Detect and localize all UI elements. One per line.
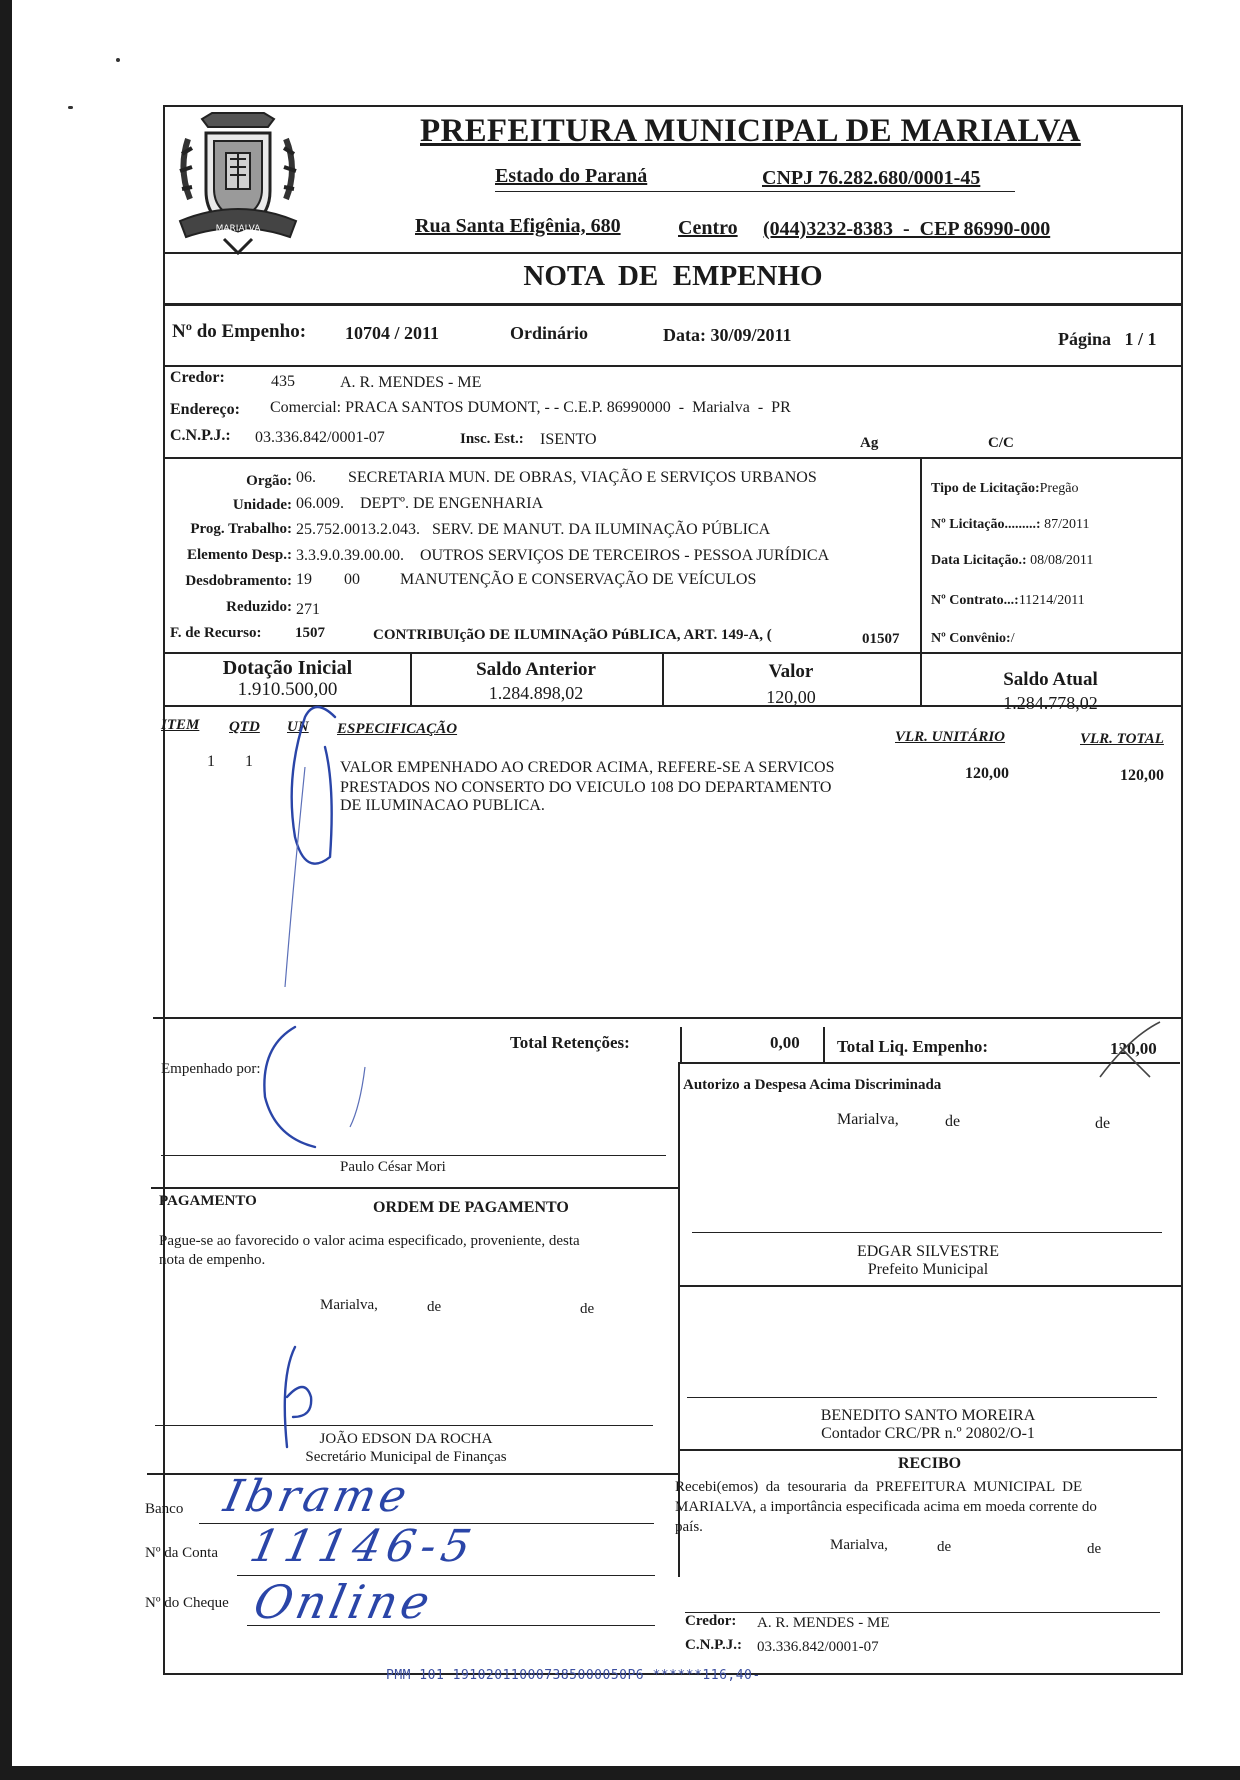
pagamento-text-1: Pague-se ao favorecido o valor acima especificado, proveniente, desta: [159, 1233, 580, 1249]
autorizo-de-1: de: [945, 1113, 961, 1130]
licitacao-type-label: [931, 481, 1079, 497]
prog-value: 25.752.0013.2.043. SERV. DE MANUT. DA ILUMINAÇÃO PÚBLICA: [296, 521, 771, 538]
unidade-label: Unidade:: [232, 497, 292, 513]
licitacao-number-label: [931, 517, 1089, 533]
convenio-label-text: Nº Convênio:: [931, 631, 1011, 646]
contrato-label-text: Nº Contrato...:: [931, 593, 1019, 608]
ie-label: Insc. Est.:: [460, 431, 524, 447]
saldo-atual-label: Saldo Atual: [1003, 669, 1098, 690]
ordem-pagamento-label: ORDEM DE PAGAMENTO: [373, 1199, 569, 1216]
credor-address: Comercial: PRACA SANTOS DUMONT, - - C.E.P. 86990000 - Marialva - PR: [270, 399, 791, 416]
banco-label: Banco: [145, 1501, 184, 1517]
unidade-value: 06.009. DEPTº. DE ENGENHARIA: [296, 495, 544, 512]
recurso-code: 1507: [295, 625, 325, 641]
recibo-text-1: Recebi(emos) da tesouraria da PREFEITURA MUNICIPAL DE: [675, 1479, 1083, 1495]
recibo-text-3: país.: [675, 1519, 703, 1535]
credor-name: A. R. MENDES - ME: [340, 374, 482, 391]
saldo-anterior-label: Saldo Anterior: [476, 659, 596, 680]
cc-label: C/C: [988, 435, 1014, 451]
col-unit-price-header: VLR. UNITÁRIO: [895, 729, 1006, 745]
total-check-mark: [1090, 1017, 1170, 1087]
reduzido-label: Reduzido:: [226, 599, 292, 615]
recibo-text-2: MARIALVA, a importância especificada acima em moeda corrente do: [675, 1499, 1097, 1515]
mayor-title: Prefeito Municipal: [867, 1261, 989, 1278]
licitacao-number-value: 87/2011: [1044, 517, 1090, 532]
contrato-label: [931, 593, 1085, 609]
svg-text:MARIALVA: MARIALVA: [215, 224, 261, 234]
divider: [165, 252, 1181, 254]
secretary-name: JOÃO EDSON DA ROCHA: [319, 1431, 493, 1447]
footer-code: PMM 101 191020110007385000050P6 ******116,40-: [386, 1668, 761, 1683]
totals-divider: [680, 1027, 682, 1062]
licitacao-date-value: 08/08/2011: [1030, 553, 1094, 568]
recurso-label: F. de Recurso:: [170, 625, 262, 641]
saldo-atual-value: 1.284.778,02: [1003, 693, 1098, 713]
budget-divider: [920, 457, 922, 652]
pagamento-de-1: de: [427, 1299, 442, 1315]
recibo-de-1: de: [937, 1539, 952, 1555]
accountant-title: Contador CRC/PR n.º 20802/O-1: [821, 1425, 1035, 1442]
recibo-place: Marialva,: [830, 1537, 888, 1553]
empenho-date: Data: 30/09/2011: [663, 325, 792, 345]
scan-speck: [68, 106, 73, 109]
conta-handwritten: 11146-5: [245, 1521, 482, 1572]
dotacao-label: Dotação Inicial: [222, 657, 353, 679]
convenio-label: [931, 631, 1015, 647]
totals-divider: [823, 1027, 825, 1062]
empenho-number: 10704 / 2011: [345, 323, 440, 343]
col-total-header: VLR. TOTAL: [1080, 731, 1164, 747]
signature-joao-mark: [275, 1337, 335, 1457]
divider: [165, 303, 1181, 306]
empenho-type: Ordinário: [510, 323, 589, 343]
pagamento-text-2: nota de empenho.: [159, 1252, 266, 1268]
scan-left-edge: [0, 0, 12, 1780]
recurso-number: 01507: [862, 631, 900, 647]
empenho-number-label: Nº do Empenho:: [172, 321, 307, 342]
pagamento-label: PAGAMENTO: [159, 1193, 257, 1209]
recibo-credor-name: A. R. MENDES - ME: [757, 1615, 890, 1631]
empenho-page: Página 1 / 1: [1058, 329, 1157, 349]
saldo-anterior-value: 1.284.898,02: [488, 683, 584, 703]
item-total: 120,00: [1120, 767, 1164, 784]
licitacao-type-value: Pregão: [1039, 481, 1079, 496]
licitacao-number-label-text: Nº Licitação.........:: [931, 517, 1041, 532]
scan-bottom-edge: [0, 1766, 1240, 1780]
header-phone-cep: (044)3232-8383 - CEP 86990-000: [763, 218, 1051, 240]
accountant-name: BENEDITO SANTO MOREIRA: [820, 1407, 1036, 1424]
pagamento-place: Marialva,: [320, 1297, 378, 1313]
desdobramento-value: 19 00 MANUTENÇÃO E CONSERVAÇÃO DE VEÍCULOS: [296, 571, 757, 588]
retencoes-value: 0,00: [770, 1033, 800, 1052]
col-spec-header: ESPECIFICAÇÃO: [337, 721, 458, 737]
ie-value: ISENTO: [540, 431, 597, 448]
retencoes-label: Total Retenções:: [510, 1033, 630, 1052]
col-qtd-header: QTD: [229, 719, 260, 735]
signature-line: [161, 1155, 666, 1156]
empenhado-por-name: Paulo César Mori: [340, 1159, 446, 1175]
header-district: Centro: [678, 217, 738, 239]
credor-label: Credor:: [170, 369, 225, 386]
item-unit-price: 120,00: [965, 765, 1009, 782]
item-qty: 1: [245, 753, 253, 770]
reduzido-value: 271: [296, 601, 320, 618]
item-spec-line-3: DE ILUMINACAO PUBLICA.: [340, 797, 545, 814]
dotacao-value: 1.910.500,00: [237, 679, 338, 700]
recibo-credor-label: Credor:: [685, 1613, 737, 1629]
item-spec-line-1: VALOR EMPENHADO AO CREDOR ACIMA, REFERE-SE A SERVICOS: [340, 759, 835, 776]
licitacao-date-label: [931, 553, 1093, 569]
valor-value: 120,00: [766, 687, 816, 707]
ag-label: Ag: [860, 435, 879, 451]
divider: [678, 1449, 1181, 1451]
recurso-description: CONTRIBUIçãO DE ILUMINAçãO PúBLICA, ART. 149-A, (: [373, 627, 772, 643]
recibo-de-2: de: [1087, 1541, 1102, 1557]
nota-de-empenho-form: [145, 105, 1183, 1675]
pagamento-de-2: de: [580, 1301, 595, 1317]
municipal-coat-of-arms-icon: [168, 109, 308, 257]
prog-label: Prog. Trabalho:: [190, 521, 292, 537]
document-title: NOTA DE EMPENHO: [523, 260, 823, 292]
header-cnpj: CNPJ 76.282.680/0001-45: [762, 167, 981, 189]
divider: [165, 457, 1181, 459]
desdobramento-label: Desdobramento:: [185, 573, 292, 589]
total-liquido-label: Total Liq. Empenho:: [837, 1037, 988, 1056]
col-item-header: ITEM: [161, 717, 200, 733]
banco-handwritten: Ibrame: [219, 1471, 415, 1522]
valor-label: Valor: [768, 661, 814, 682]
divider: [165, 365, 1181, 367]
header-street: Rua Santa Efigênia, 680: [415, 215, 621, 237]
autorizo-label: Autorizo a Despesa Acima Discriminada: [683, 1077, 942, 1093]
signature-line: [155, 1425, 653, 1426]
signature-paulo-scribble: [255, 687, 395, 1167]
recibo-title: RECIBO: [897, 1455, 962, 1472]
signature-line: [685, 1612, 1160, 1613]
divider: [678, 1285, 1181, 1287]
item-number: 1: [207, 753, 215, 770]
total-liquido-value: 120,00: [1110, 1039, 1157, 1058]
header-state: Estado do Paraná: [495, 165, 648, 187]
signature-line: [687, 1397, 1157, 1398]
credor-cnpj: 03.336.842/0001-07: [255, 429, 385, 446]
credor-code: 435: [271, 373, 295, 390]
scan-speck: [116, 58, 120, 62]
empenhado-por-label: Empenhado por:: [161, 1061, 261, 1077]
orgao-value: 06. SECRETARIA MUN. DE OBRAS, VIAÇÃO E SERVIÇOS URBANOS: [296, 469, 817, 486]
autorizo-de-2: de: [1095, 1115, 1111, 1132]
cheque-label: Nº do Cheque: [145, 1595, 229, 1611]
recibo-cnpj-label: C.N.P.J.:: [685, 1637, 742, 1653]
signature-line: [692, 1232, 1162, 1233]
credor-cnpj-label: C.N.P.J.:: [170, 427, 231, 444]
header-divider-mid: [495, 191, 1015, 192]
divider: [165, 652, 1181, 654]
col-un-header: UN: [287, 719, 309, 735]
conta-label: Nº da Conta: [145, 1545, 218, 1561]
elemento-label: Elemento Desp.:: [187, 547, 292, 563]
header-title: PREFEITURA MUNICIPAL DE MARIALVA: [420, 113, 1081, 149]
convenio-value: /: [1010, 631, 1015, 646]
recibo-cnpj-value: 03.336.842/0001-07: [757, 1639, 879, 1655]
item-spec-line-2: PRESTADOS NO CONSERTO DO VEICULO 108 DO DEPARTAMENTO: [340, 779, 832, 796]
autorizo-place: Marialva,: [837, 1111, 899, 1128]
licitacao-type-label-text: Tipo de Licitação:: [931, 481, 1040, 496]
orgao-label: Orgão:: [246, 473, 292, 489]
cheque-handwritten: Online: [249, 1575, 439, 1629]
divider: [151, 1187, 679, 1189]
elemento-value: 3.3.9.0.39.00.00. OUTROS SERVIÇOS DE TERCEIROS - PESSOA JURÍDICA: [296, 547, 830, 564]
secretary-title: Secretário Municipal de Finanças: [305, 1449, 507, 1465]
mayor-name: EDGAR SILVESTRE: [856, 1243, 1000, 1260]
contrato-value: 11214/2011: [1018, 593, 1085, 608]
licitacao-date-label-text: Data Licitação.:: [931, 553, 1027, 568]
address-label: Endereço:: [170, 401, 240, 418]
